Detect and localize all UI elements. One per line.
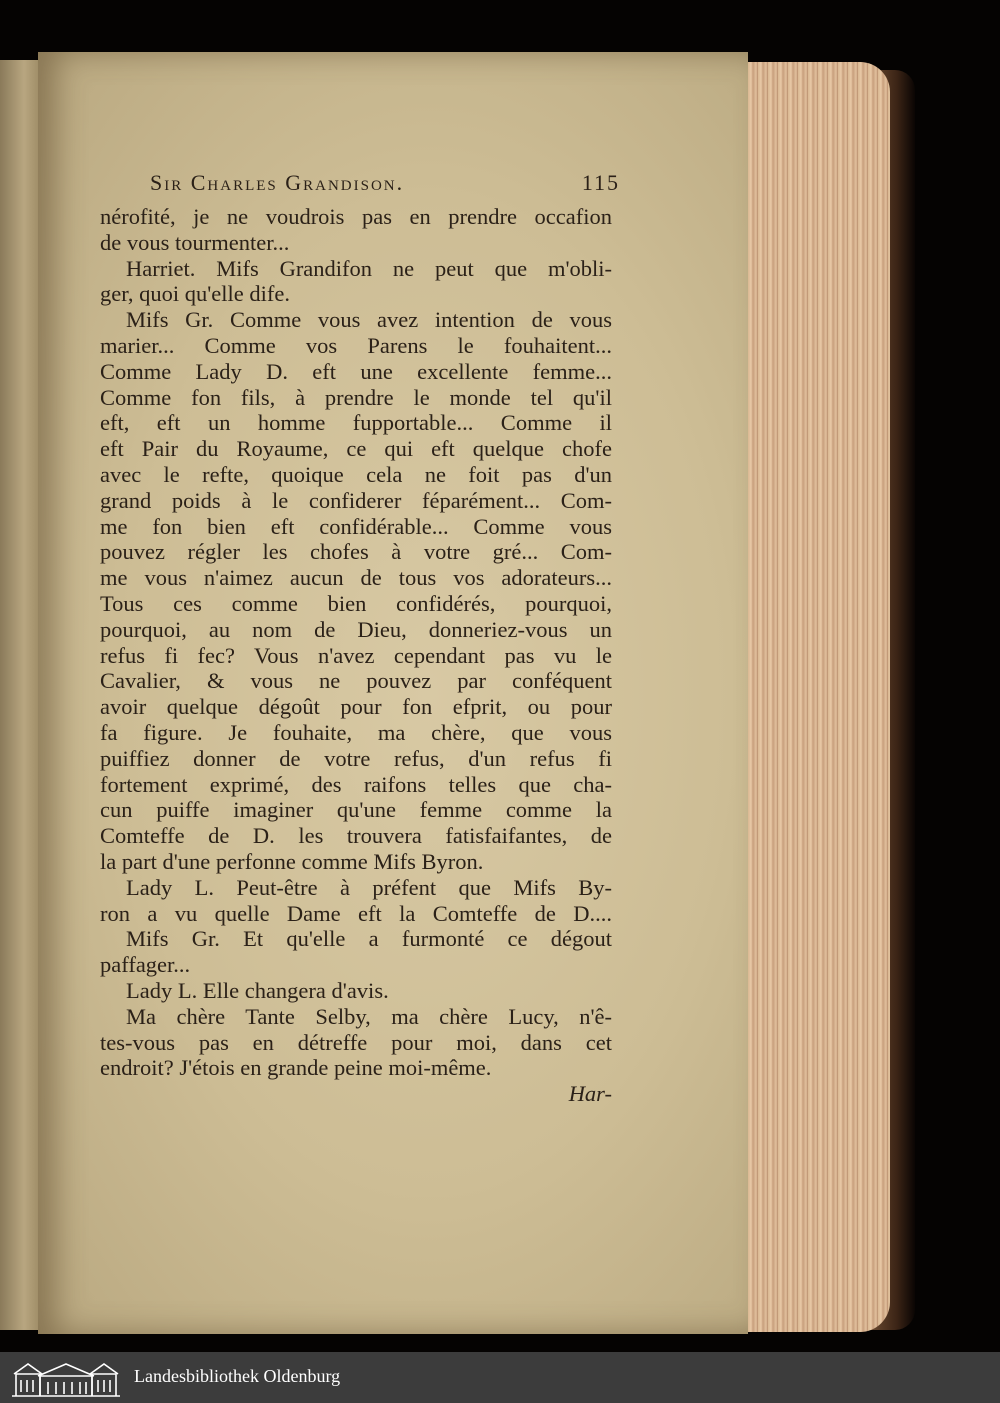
running-head — [100, 170, 620, 204]
text-line: me fon bien eft confidérable... Comme vous — [100, 513, 612, 539]
body-text — [100, 204, 620, 1081]
footer-bar — [0, 1352, 1000, 1403]
facing-page-edge — [0, 60, 40, 1330]
text-line: eft Pair du Royaume, ce qui eft quelque chofe — [100, 436, 612, 462]
text-line: ger, quoi qu'elle dife. — [100, 281, 290, 307]
running-head-title: Sir Charles Grandison. — [150, 170, 405, 195]
text-line: avec le refte, quoique cela ne foit pas d'un — [100, 461, 612, 487]
text-line: Comme fon fils, à prendre le monde tel qu'il — [100, 384, 612, 410]
text-line: fa figure. Je fouhaite, ma chère, que vous — [100, 719, 612, 745]
text-line: tes-vous pas en détreffe pour moi, dans cet — [100, 1029, 612, 1055]
text-line: Comteffe de D. les trouvera fatisfaifantes, de — [100, 823, 612, 849]
page-number: 115 — [581, 170, 620, 195]
page-text-block — [100, 170, 620, 1107]
text-line: cun puiffe imaginer qu'une femme comme la — [100, 797, 612, 823]
text-line: de vous tourmenter... — [100, 229, 290, 255]
text-line: ron a vu quelle Dame eft la Comteffe de D.... — [100, 900, 612, 926]
catchword: Har- — [568, 1081, 612, 1107]
text-line: refus fi fec? Vous n'avez cependant pas vu le — [100, 642, 612, 668]
text-line: nérofité, je ne voudrois pas en prendre occafion — [100, 204, 612, 229]
text-line: Comme Lady D. eft une excellente femme... — [100, 358, 612, 384]
text-line: fortement exprimé, des raifons telles que cha- — [100, 771, 612, 797]
text-line: eft, eft un homme fupportable... Comme il — [100, 410, 612, 436]
library-name: Landesbibliothek Oldenburg — [134, 1366, 341, 1386]
text-line: Lady L. Elle changera d'avis. — [126, 977, 389, 1003]
text-line: me vous n'aimez aucun de tous vos adorateurs... — [100, 565, 612, 591]
text-line: Mifs Gr. Et qu'elle a furmonté ce dégout — [126, 926, 612, 952]
text-line: Tous ces comme bien confidérés, pourquoi, — [100, 590, 612, 616]
page-stack — [738, 62, 890, 1332]
text-line: pouvez régler les chofes à votre gré... Com- — [100, 539, 612, 565]
text-line: avoir quelque dégoût pour fon efprit, ou pour — [100, 694, 612, 720]
text-line: grand poids à le confiderer féparément... Com- — [100, 487, 612, 513]
text-line: puiffiez donner de votre refus, d'un refus fi — [100, 745, 612, 771]
text-line: Cavalier, & vous ne pouvez par conféquent — [100, 668, 612, 694]
text-line: endroit? J'étois en grande peine moi-même. — [100, 1055, 492, 1081]
text-line: la part d'une perfonne comme Mifs Byron. — [100, 848, 484, 874]
text-line: pourquoi, au nom de Dieu, donneriez-vous un — [100, 616, 612, 642]
library-building-icon — [10, 1358, 122, 1398]
text-line: Ma chère Tante Selby, ma chère Lucy, n'ê- — [126, 1003, 612, 1029]
text-line: marier... Comme vos Parens le fouhaitent... — [100, 332, 612, 358]
text-line: Lady L. Peut-être à préfent que Mifs By- — [126, 874, 612, 900]
text-line: paffager... — [100, 952, 191, 978]
text-line: Mifs Gr. Comme vous avez intention de vous — [126, 307, 612, 333]
text-line: Harriet. Mifs Grandifon ne peut que m'obli- — [126, 255, 612, 281]
